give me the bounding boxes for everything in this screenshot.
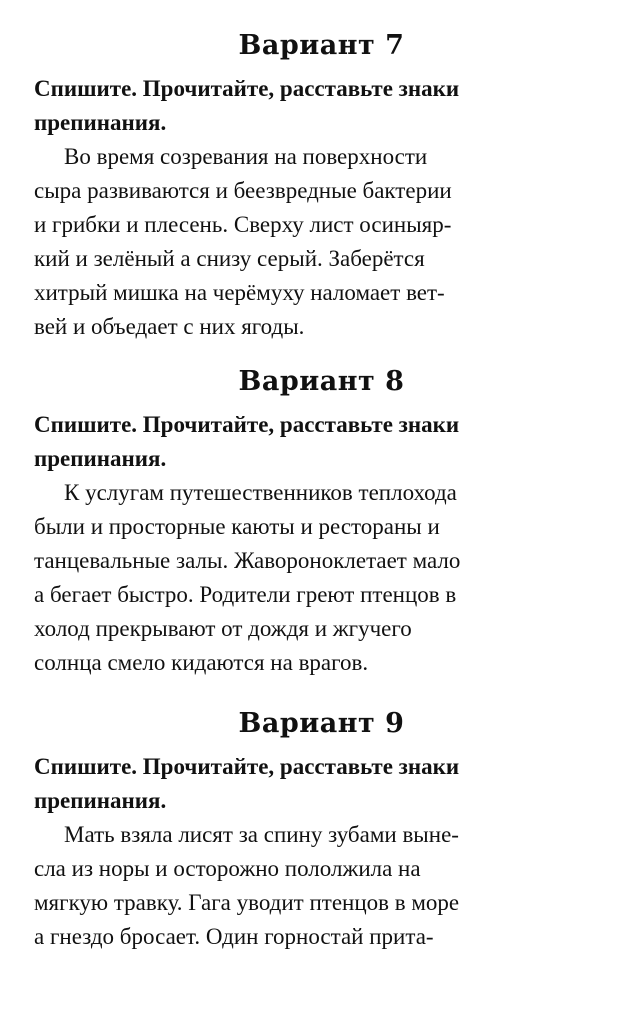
variant-9-text-line: а гнездо бросает. Один горностай прита- — [34, 924, 434, 949]
variant-8-text-line: танцевальные залы. Жавороноклетает мало — [34, 548, 461, 573]
variant-7-title: Вариант 7 — [238, 30, 405, 61]
variant-8-task-line-2: препинания. — [34, 446, 167, 471]
variant-9-section — [34, 708, 609, 954]
variant-7-text-line: сыра развиваются и беезвредные бактерии — [34, 178, 452, 203]
variant-9-text-line: Мать взяла лисят за спину зубами выне- — [64, 822, 459, 847]
variant-8-text-line: солнца смело кидаются на врагов. — [34, 650, 369, 675]
variant-8-text-line: были и просторные каюты и рестораны и — [34, 514, 440, 539]
variant-7-text-line: кий и зелёный а снизу серый. Заберётся — [34, 246, 425, 271]
variant-9-task-line-1: Спишите. Прочитайте, расставьте знаки — [34, 754, 460, 779]
variant-8-text-line: К услугам путешественников теплохода — [64, 480, 457, 505]
variant-7-task-line-1: Спишите. Прочитайте, расставьте знаки — [34, 76, 460, 101]
variant-9-text-line: мягкую травку. Гага уводит птенцов в море — [34, 890, 460, 915]
variant-9-task-line-2: препинания. — [34, 788, 167, 813]
variant-7-text-line: вей и объедает с них ягоды. — [34, 314, 305, 339]
variant-7-text-line: Во время созревания на поверхности — [64, 144, 428, 169]
variant-8-text-line: а бегает быстро. Родители греют птенцов в — [34, 582, 457, 607]
variant-7-task-line-2: препинания. — [34, 110, 167, 135]
variant-9-title: Вариант 9 — [238, 708, 405, 739]
variant-8-title: Вариант 8 — [238, 366, 405, 397]
variant-8-section — [34, 366, 609, 680]
variant-7-text-line: хитрый мишка на черёмуху наломает вет- — [34, 280, 445, 305]
variant-7-text-line: и грибки и плесень. Сверху лист осиныяр- — [34, 212, 452, 237]
variant-9-text-line: сла из норы и осторожно пололжила на — [34, 856, 421, 881]
variant-8-task-line-1: Спишите. Прочитайте, расставьте знаки — [34, 412, 460, 437]
variant-7-section — [34, 30, 609, 344]
variant-8-text-line: холод прекрывают от дождя и жгучего — [34, 616, 412, 641]
